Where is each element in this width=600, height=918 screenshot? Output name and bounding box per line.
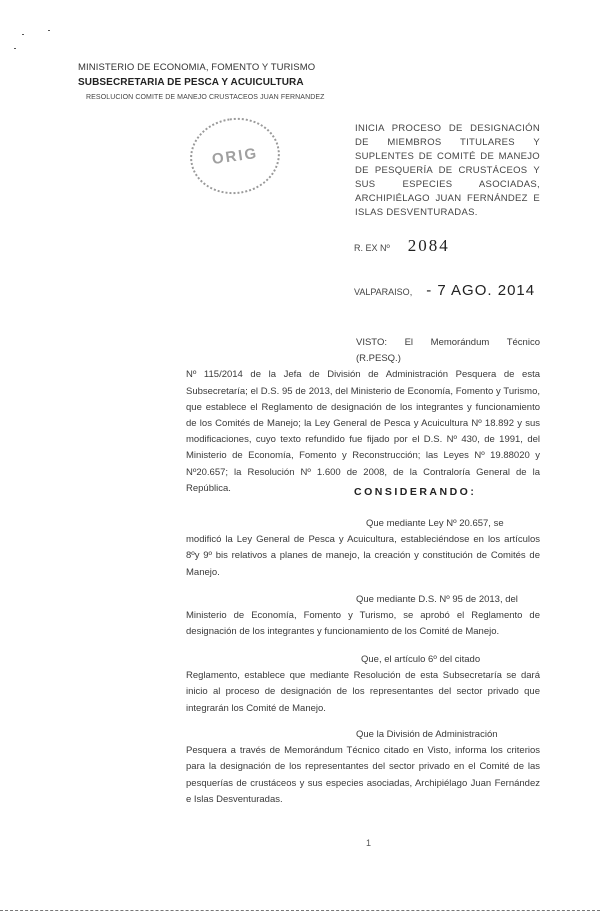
resolution-reference: RESOLUCION COMITE DE MANEJO CRUSTACEOS JUAN FERNANDEZ <box>86 94 325 101</box>
considerando-body: modificó la Ley General de Pesca y Acuicultura, estableciéndose en los artículos 8ºy 9º bis relativos a planes de manejo, la creación y constitución de Comités de Manejo. <box>186 534 540 578</box>
ministry-name: MINISTERIO DE ECONOMIA, FOMENTO Y TURISMO <box>78 62 316 73</box>
subsecretaria-name: SUBSECRETARIA DE PESCA Y ACUICULTURA <box>78 77 304 88</box>
visto-body: Nº 115/2014 de la Jefa de División de Administración Pesquera de esta Subsecretaría; el D.S. 95 de 2013, del Ministerio de Economía, Fomento y Turismo, que establece el Reglamento de designación de los integrantes y funcionamiento de los Comités de Manejo; la Ley General de Pesca y Acuicultura Nº 18.892 y sus modificaciones, cuyo texto refundido fue fijado por el D.S. Nº 430, de 1991, del Ministerio de Economía, Fomento y Reconstrucción; las Leyes Nº 19.88020 y Nº20.657; la Resolución Nº 1.600 de 2008, de la Contraloría General de la República. <box>186 369 540 494</box>
considerando-item <box>186 592 540 641</box>
considerando-lead: Que mediante D.S. Nº 95 de 2013, del <box>356 594 518 605</box>
resolution-number-line <box>354 236 450 256</box>
bottom-scan-line <box>0 910 600 911</box>
scan-speck <box>14 48 16 49</box>
resolution-subject: INICIA PROCESO DE DESIGNACIÓN DE MIEMBROS TITULARES Y SUPLENTES DE COMITÉ DE MANEJO DE PESQUERÍA DE CRUSTÁCEOS Y SUS ESPECIES ASOCIADAS, ARCHIPIÉLAGO JUAN FERNÁNDEZ E ISLAS DESVENTURADAS. <box>355 123 540 218</box>
visto-paragraph <box>186 335 540 497</box>
considerando-body: Ministerio de Economía, Fomento y Turismo, se aprobó el Reglamento de designación de los integrantes y funcionamiento de los Comité de Manejo. <box>186 610 540 638</box>
considerando-body: Pesquera a través de Memorándum Técnico citado en Visto, informa los criterios para la designación de los representantes del sector privado en el Comité de las pesquerías de crustáceos y sus especies asociadas, Archipiélago Juan Fernández e Islas Desventuradas. <box>186 745 540 805</box>
visto-lead: VISTO: El Memorándum Técnico (R.PESQ.) <box>356 337 540 365</box>
considerando-lead: Que mediante Ley Nº 20.657, se <box>366 518 504 529</box>
stamp-text: ORIG <box>210 144 260 168</box>
considerando-item <box>186 516 540 581</box>
scan-speck <box>48 30 50 31</box>
considerando-heading: CONSIDERANDO: <box>354 486 477 498</box>
considerando-lead: Que, el artículo 6º del citado <box>361 654 481 665</box>
considerando-lead: Que la División de Administración <box>356 729 498 740</box>
resolution-number-label: R. EX Nº <box>354 243 390 253</box>
considerando-body: Reglamento, establece que mediante Resolución de esta Subsecretaría se dará inicio al proceso de designación de los representantes del sector privado que integrarán los Comité de Manejo. <box>186 670 540 714</box>
official-stamp-seal <box>185 112 285 200</box>
resolution-number: 2084 <box>407 236 450 255</box>
considerando-item <box>186 727 540 808</box>
page-number: 1 <box>366 838 372 848</box>
place: VALPARAISO, <box>354 287 413 297</box>
date: - 7 AGO. 2014 <box>426 282 536 299</box>
place-date-line <box>354 282 535 299</box>
considerando-item <box>186 652 540 717</box>
scan-speck <box>22 34 24 35</box>
